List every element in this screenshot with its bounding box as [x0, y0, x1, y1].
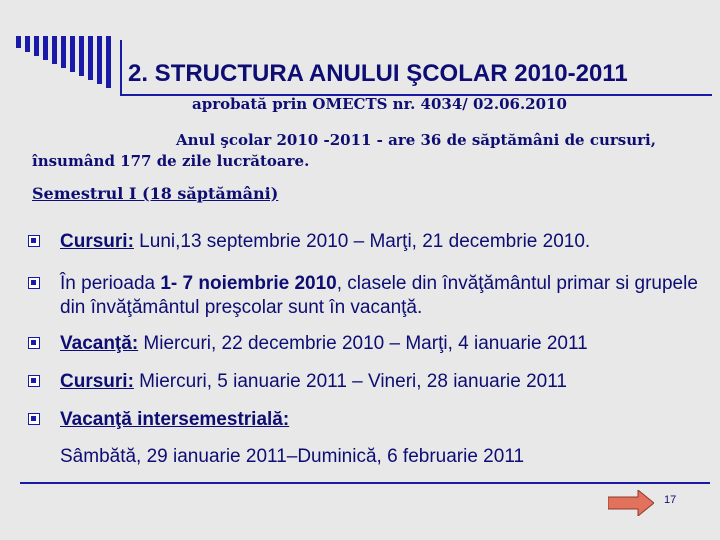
semester-heading: Semestrul I (18 săptămâni)	[32, 184, 279, 203]
page-subtitle: aprobată prin OMECTS nr. 4034/ 02.06.2010	[192, 95, 567, 113]
footer-rule	[20, 482, 710, 484]
page-title: 2. STRUCTURA ANULUI ŞCOLAR 2010-2011	[128, 60, 628, 87]
intro-paragraph: Anul şcolar 2010 -2011 - are 36 de săptămâni de cursuri, însumând 177 de zile lucrătoare.	[32, 131, 656, 170]
title-vertical-rule	[120, 40, 122, 96]
checkbox-bullet-icon	[28, 375, 40, 387]
intersemestrial-dates: Sâmbătă, 29 ianuarie 2011–Duminică, 6 februarie 2011	[60, 446, 525, 467]
item-text: Miercuri, 5 ianuarie 2011 – Vineri, 28 ianuarie 2011	[133, 371, 567, 392]
checkbox-bullet-icon	[28, 277, 40, 289]
item-label: Cursuri:	[60, 231, 134, 252]
item-label: Vacanţă:	[60, 333, 139, 354]
item-text: , clasele din învăţământul primar si grupele din învăţământul preşcolar sunt în vacanţă.	[60, 273, 698, 318]
item-label: Vacanţă intersemestrială:	[60, 409, 290, 430]
item-text: Miercuri, 22 decembrie 2010 – Marţi, 4 ianuarie 2011	[138, 333, 588, 354]
checkbox-bullet-icon	[28, 413, 40, 425]
list-item	[28, 370, 708, 394]
list-item	[28, 230, 708, 254]
list-item	[28, 408, 708, 432]
list-item	[28, 272, 708, 320]
list-item	[28, 332, 708, 356]
checkbox-bullet-icon	[28, 337, 40, 349]
decorative-bars	[16, 36, 115, 88]
checkbox-bullet-icon	[28, 235, 40, 247]
item-bold-dates: 1- 7 noiembrie 2010	[160, 273, 337, 294]
item-label: Cursuri:	[60, 371, 134, 392]
bullet-list	[28, 230, 708, 468]
item-text: Luni,13 septembrie 2010 – Marţi, 21 decembrie 2010.	[133, 231, 591, 252]
item-prefix: În perioada	[60, 273, 161, 294]
page-number: 17	[664, 494, 677, 506]
arrow-right-icon[interactable]	[608, 490, 654, 516]
